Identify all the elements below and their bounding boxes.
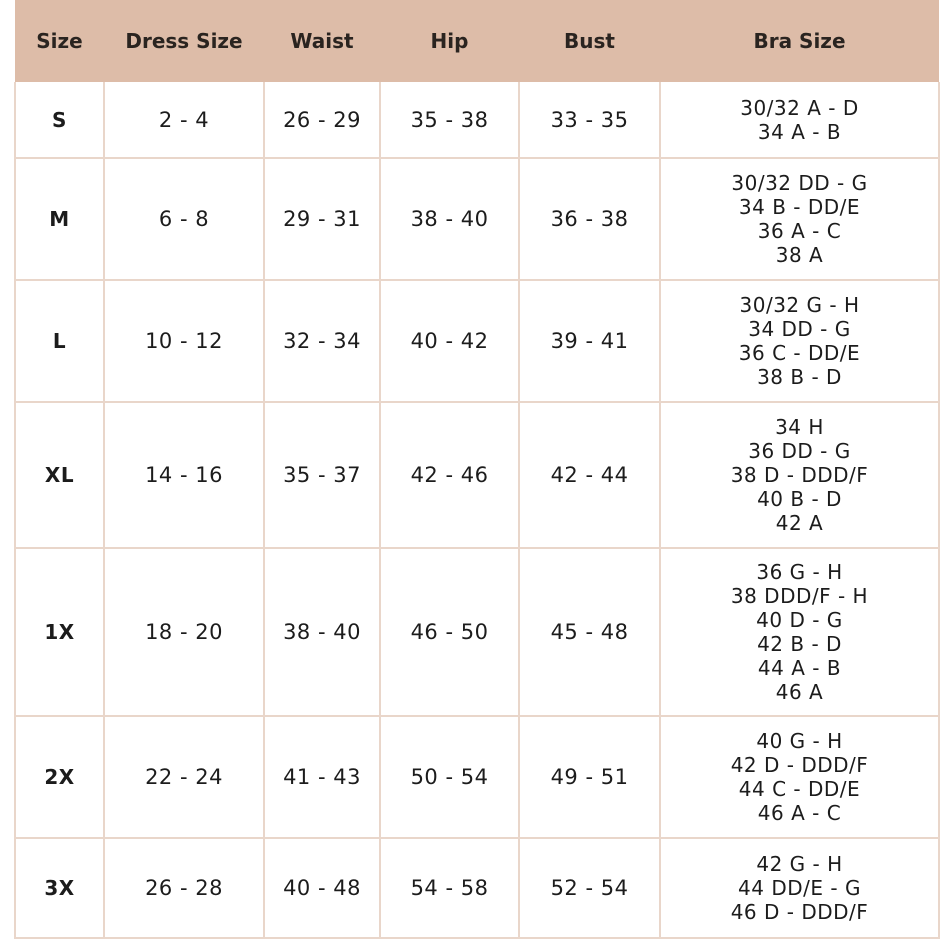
header-bra-size: Bra Size bbox=[660, 0, 939, 82]
bra-size-line: 34 DD - G bbox=[748, 317, 851, 341]
header-dress-size: Dress Size bbox=[104, 0, 264, 82]
size-cell: S bbox=[15, 82, 104, 158]
size-cell: M bbox=[15, 158, 104, 280]
bust-cell: 33 - 35 bbox=[519, 82, 660, 158]
bra-size-line: 42 G - H bbox=[756, 852, 843, 876]
bra-size-line: 46 A - C bbox=[757, 801, 842, 825]
bra-size-line: 38 A bbox=[775, 243, 824, 267]
bra-size-cell bbox=[660, 838, 939, 938]
table-row bbox=[15, 158, 939, 280]
waist-cell: 38 - 40 bbox=[264, 548, 380, 716]
bra-size-cell bbox=[660, 158, 939, 280]
table-row bbox=[15, 280, 939, 402]
bust-cell: 42 - 44 bbox=[519, 402, 660, 548]
dress-size-cell: 18 - 20 bbox=[104, 548, 264, 716]
bra-size-line: 38 B - D bbox=[757, 365, 842, 389]
table-row bbox=[15, 82, 939, 158]
header-hip: Hip bbox=[380, 0, 519, 82]
table-row bbox=[15, 716, 939, 838]
dress-size-cell: 2 - 4 bbox=[104, 82, 264, 158]
bra-size-cell bbox=[660, 548, 939, 716]
bust-cell: 45 - 48 bbox=[519, 548, 660, 716]
bust-cell: 49 - 51 bbox=[519, 716, 660, 838]
bust-cell: 39 - 41 bbox=[519, 280, 660, 402]
bust-cell: 36 - 38 bbox=[519, 158, 660, 280]
size-chart-table bbox=[14, 0, 940, 939]
bra-size-line: 34 B - DD/E bbox=[738, 195, 861, 219]
bra-size-line: 42 A bbox=[775, 511, 824, 535]
hip-cell: 50 - 54 bbox=[380, 716, 519, 838]
bra-size-line: 30/32 A - D bbox=[740, 95, 859, 120]
table-row bbox=[15, 402, 939, 548]
header-bust: Bust bbox=[519, 0, 660, 82]
bra-size-line: 38 DDD/F - H bbox=[730, 584, 869, 608]
bra-size-line: 44 A - B bbox=[757, 656, 842, 680]
bra-size-line: 34 A - B bbox=[757, 119, 842, 144]
table-row bbox=[15, 838, 939, 938]
bra-size-line: 44 DD/E - G bbox=[738, 876, 861, 900]
bra-size-line: 40 G - H bbox=[756, 729, 843, 753]
header-waist: Waist bbox=[264, 0, 380, 82]
hip-cell: 35 - 38 bbox=[380, 82, 519, 158]
bust-cell: 52 - 54 bbox=[519, 838, 660, 938]
bra-size-line: 30/32 DD - G bbox=[731, 171, 868, 195]
bra-size-line: 42 B - D bbox=[757, 632, 842, 656]
waist-cell: 29 - 31 bbox=[264, 158, 380, 280]
bra-size-line: 44 C - DD/E bbox=[738, 777, 861, 801]
bra-size-line: 40 D - G bbox=[756, 608, 843, 632]
bra-size-cell bbox=[660, 716, 939, 838]
bra-size-line: 40 B - D bbox=[757, 487, 842, 511]
waist-cell: 26 - 29 bbox=[264, 82, 380, 158]
bra-size-line: 34 H bbox=[775, 415, 824, 439]
dress-size-cell: 14 - 16 bbox=[104, 402, 264, 548]
size-cell: 1X bbox=[15, 548, 104, 716]
size-cell: 2X bbox=[15, 716, 104, 838]
hip-cell: 54 - 58 bbox=[380, 838, 519, 938]
hip-cell: 42 - 46 bbox=[380, 402, 519, 548]
bra-size-line: 46 A bbox=[775, 680, 824, 704]
dress-size-cell: 6 - 8 bbox=[104, 158, 264, 280]
table-row bbox=[15, 548, 939, 716]
bra-size-line: 42 D - DDD/F bbox=[730, 753, 869, 777]
header-row bbox=[15, 0, 939, 82]
bra-size-line: 36 A - C bbox=[757, 219, 842, 243]
size-cell: XL bbox=[15, 402, 104, 548]
bra-size-line: 36 DD - G bbox=[748, 439, 851, 463]
waist-cell: 41 - 43 bbox=[264, 716, 380, 838]
hip-cell: 46 - 50 bbox=[380, 548, 519, 716]
size-chart-body bbox=[15, 82, 939, 938]
bra-size-line: 38 D - DDD/F bbox=[730, 463, 869, 487]
waist-cell: 35 - 37 bbox=[264, 402, 380, 548]
dress-size-cell: 10 - 12 bbox=[104, 280, 264, 402]
bra-size-line: 30/32 G - H bbox=[739, 293, 860, 317]
dress-size-cell: 22 - 24 bbox=[104, 716, 264, 838]
size-cell: 3X bbox=[15, 838, 104, 938]
bra-size-line: 36 C - DD/E bbox=[738, 341, 861, 365]
bra-size-cell bbox=[660, 82, 939, 158]
waist-cell: 32 - 34 bbox=[264, 280, 380, 402]
hip-cell: 40 - 42 bbox=[380, 280, 519, 402]
bra-size-cell bbox=[660, 280, 939, 402]
waist-cell: 40 - 48 bbox=[264, 838, 380, 938]
bra-size-line: 46 D - DDD/F bbox=[730, 900, 869, 924]
bra-size-cell bbox=[660, 402, 939, 548]
size-cell: L bbox=[15, 280, 104, 402]
header-size: Size bbox=[15, 0, 104, 82]
hip-cell: 38 - 40 bbox=[380, 158, 519, 280]
dress-size-cell: 26 - 28 bbox=[104, 838, 264, 938]
bra-size-line: 36 G - H bbox=[756, 560, 843, 584]
